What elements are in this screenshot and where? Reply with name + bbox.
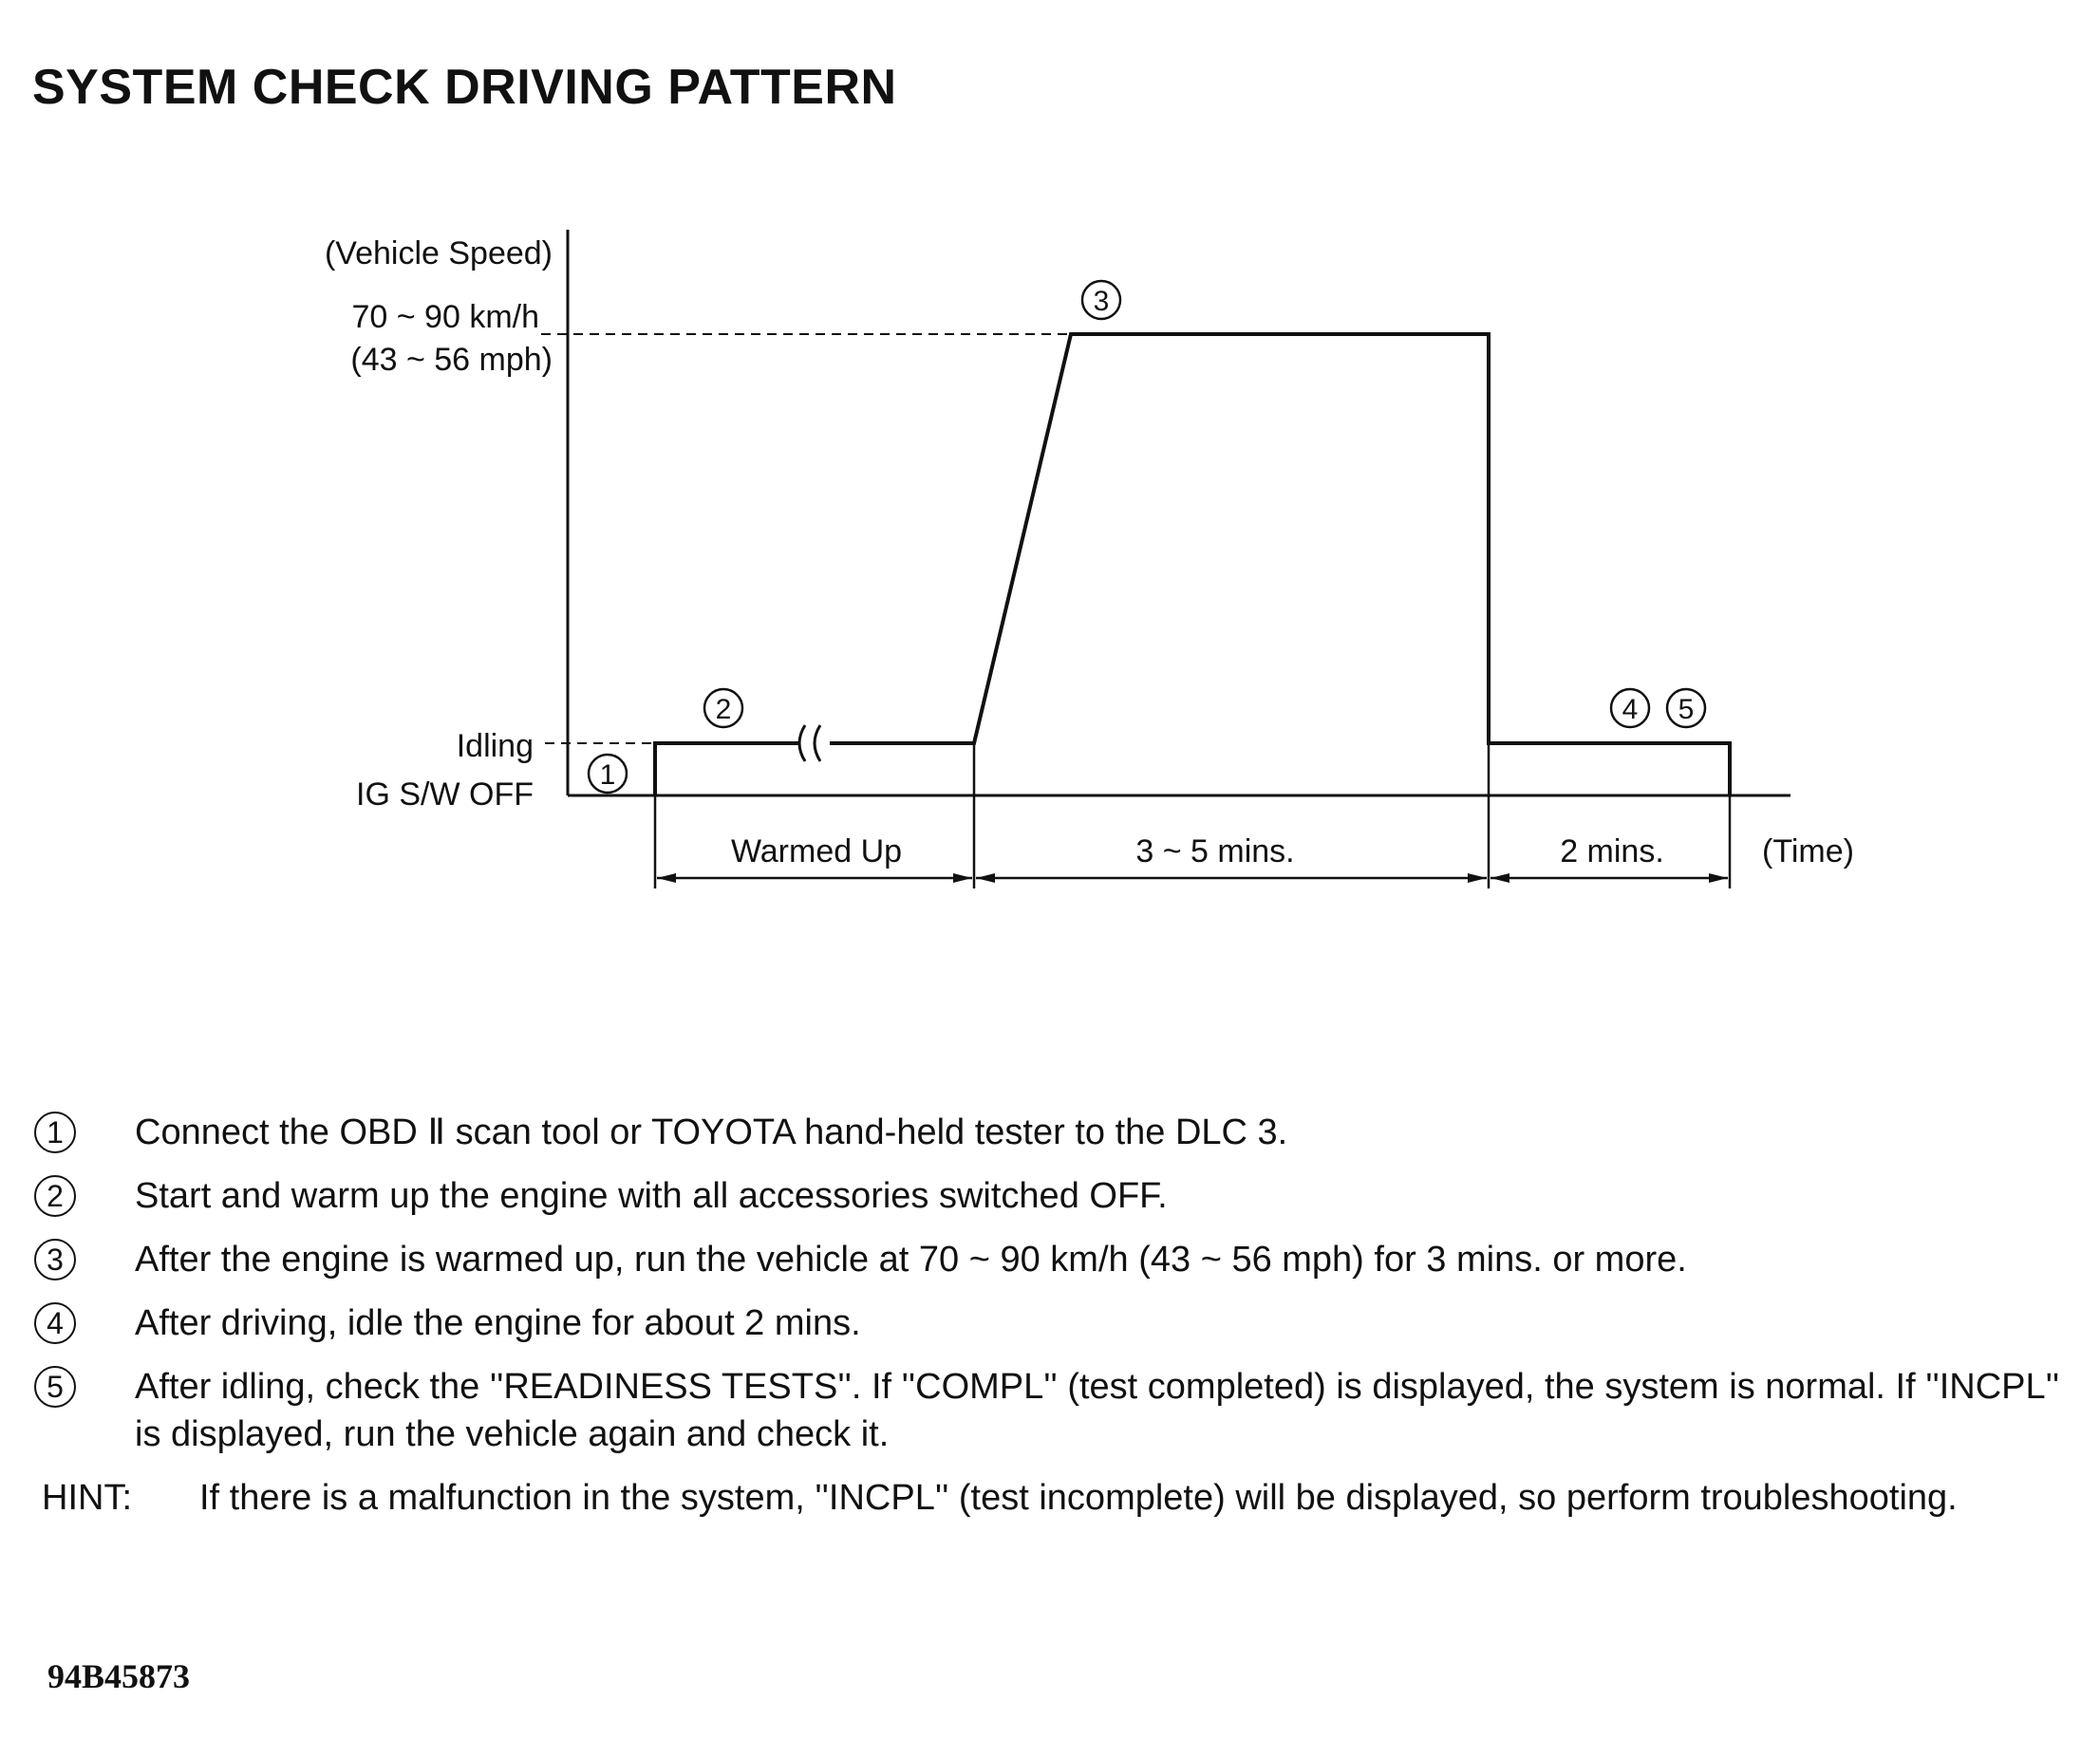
- step-text: After idling, check the ''READINESS TESTS''. If ''COMPL'' (test completed) is displayed, the system is normal. If ''INCPL'' is displayed, run the vehicle again and check it.: [135, 1367, 2060, 1454]
- time-break-symbol: [799, 725, 820, 761]
- step-text: After driving, idle the engine for about 2 mins.: [135, 1303, 861, 1343]
- speed-profile-a: [655, 743, 799, 795]
- list-item: [34, 1299, 2075, 1347]
- list-item: [34, 1172, 2075, 1220]
- marker-3: [1082, 281, 1120, 319]
- page-title: SYSTEM CHECK DRIVING PATTERN: [32, 60, 897, 115]
- step-number-badge: 1: [34, 1112, 76, 1153]
- ig-off-label: IG S/W OFF: [356, 776, 534, 813]
- svg-text:5: 5: [1678, 694, 1695, 725]
- list-item: [34, 1109, 2075, 1156]
- figure-code: 94B45873: [47, 1657, 191, 1695]
- step-number-badge: 4: [34, 1302, 76, 1344]
- step-list: [34, 1109, 2075, 1474]
- step-number-badge: 3: [34, 1239, 76, 1280]
- speed-mph-label: (43 ~ 56 mph): [350, 342, 553, 378]
- step-text: Start and warm up the engine with all accessories switched OFF.: [135, 1176, 1168, 1216]
- step-text: Connect the OBD Ⅱ scan tool or TOYOTA hand-held tester to the DLC 3.: [135, 1112, 1288, 1152]
- step-number-badge: 2: [34, 1175, 76, 1217]
- marker-4: [1611, 689, 1649, 727]
- phase-label-driving: 3 ~ 5 mins.: [1135, 833, 1295, 869]
- hint-label: HINT:: [42, 1478, 132, 1518]
- marker-5: [1667, 689, 1705, 727]
- idling-label: Idling: [456, 728, 534, 764]
- svg-text:1: 1: [599, 759, 616, 791]
- svg-text:4: 4: [1622, 694, 1639, 725]
- marker-2: [704, 689, 742, 727]
- x-axis-label: (Time): [1762, 833, 1854, 869]
- y-axis-label: (Vehicle Speed): [324, 235, 553, 271]
- svg-text:3: 3: [1093, 286, 1110, 317]
- marker-1: [589, 755, 627, 793]
- svg-text:2: 2: [715, 694, 732, 725]
- list-item: [34, 1363, 2075, 1458]
- speed-kmh-label: 70 ~ 90 km/h: [351, 299, 539, 335]
- step-number-badge: 5: [34, 1366, 76, 1408]
- speed-profile-b: [830, 334, 1730, 795]
- hint-text: If there is a malfunction in the system, ''INCPL'' (test incomplete) will be displayed, so perform troubleshooting.: [199, 1478, 1958, 1518]
- hint-block: [42, 1474, 2073, 1522]
- phase-label-idle: 2 mins.: [1560, 833, 1664, 869]
- step-text: After the engine is warmed up, run the vehicle at 70 ~ 90 km/h (43 ~ 56 mph) for 3 mins. or more.: [135, 1240, 1687, 1280]
- list-item: [34, 1236, 2075, 1283]
- phase-label-warmed-up: Warmed Up: [730, 833, 903, 869]
